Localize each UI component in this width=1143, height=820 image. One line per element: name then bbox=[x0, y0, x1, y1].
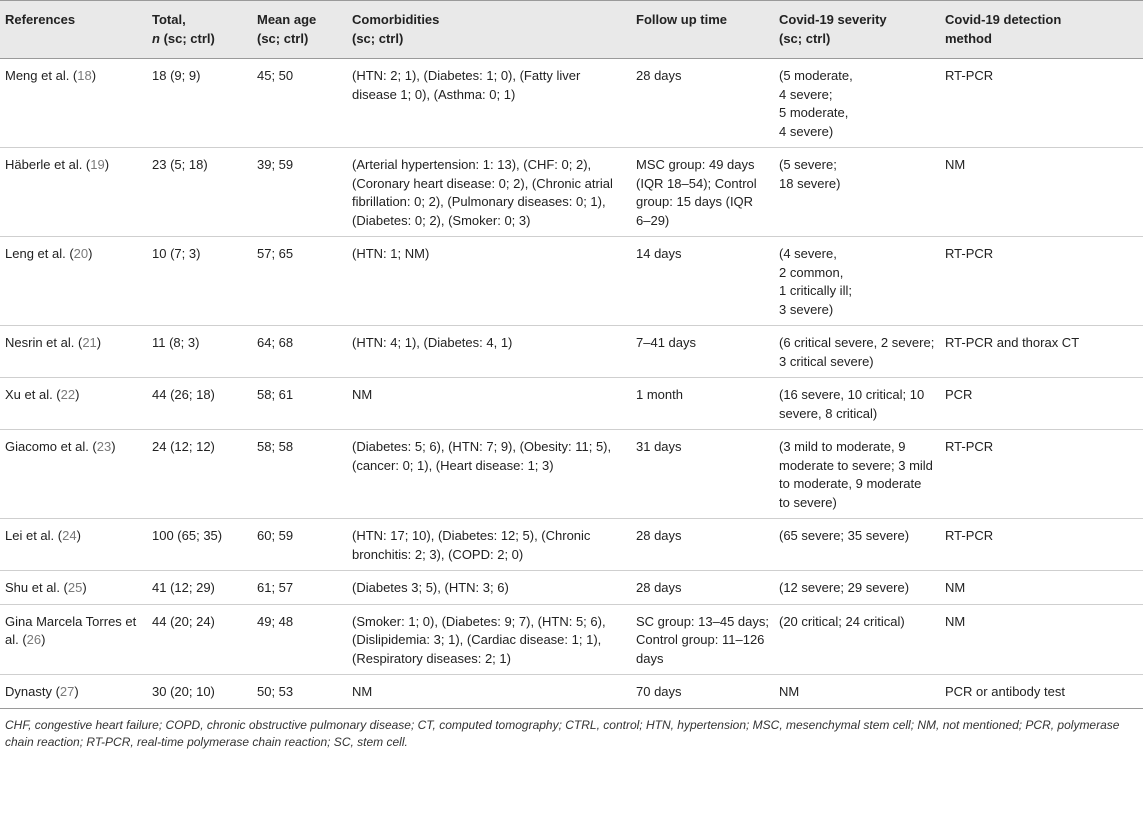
cell-comorbidities-text: (HTN: 2; 1), (Diabetes: 1; 0), (Fatty liver disease 1; 0), (Asthma: 0; 1) bbox=[352, 68, 581, 102]
cell-mean-age-text: 61; 57 bbox=[257, 580, 294, 595]
reference-author: Gina Marcela Torres et al. ( bbox=[5, 613, 137, 647]
header-comorbidities-line1: Comorbidities bbox=[352, 12, 440, 27]
reference-number-link[interactable]: 27 bbox=[59, 684, 75, 699]
cell-detection-method bbox=[939, 59, 1143, 148]
cell-follow-up bbox=[630, 326, 773, 378]
cell-mean-age-text: 50; 53 bbox=[257, 684, 294, 699]
cell-detection-method bbox=[939, 148, 1143, 237]
cell-total-text: 24 (12; 12) bbox=[152, 439, 215, 454]
reference-number-link[interactable]: 24 bbox=[62, 528, 77, 543]
reference-author: Meng et al. ( bbox=[5, 68, 78, 83]
cell-follow-up bbox=[630, 604, 773, 675]
cell-severity bbox=[773, 430, 939, 519]
reference-close-paren: ) bbox=[74, 684, 79, 699]
table-row bbox=[0, 675, 1143, 709]
cell-follow-up-text: 70 days bbox=[636, 684, 682, 699]
cell-detection-method-text: PCR bbox=[945, 387, 973, 402]
cell-comorbidities bbox=[346, 237, 630, 326]
cell-severity bbox=[773, 59, 939, 148]
header-mean-age bbox=[251, 1, 346, 59]
cell-detection-method-text: NM bbox=[945, 580, 966, 595]
cell-comorbidities bbox=[346, 326, 630, 378]
reference-close-paren: ) bbox=[41, 632, 46, 647]
cell-severity-text: (4 severe, 2 common, 1 critically ill; 3 severe) bbox=[779, 246, 852, 317]
cell-comorbidities-text: (Arterial hypertension: 1: 13), (CHF: 0; 2), (Coronary heart disease: 0; 2), (Chronic atrial fibrillation: 0; 2), (Pulmonary diseases: 0; 1), (Diabetes: 0; 2), (Smoker: 0; 3) bbox=[352, 157, 613, 228]
cell-severity-text: (6 critical severe, 2 severe; 3 critical severe) bbox=[779, 335, 935, 369]
cell-follow-up bbox=[630, 571, 773, 605]
cell-reference bbox=[0, 326, 146, 378]
table-row bbox=[0, 571, 1143, 605]
cell-severity-text: (65 severe; 35 severe) bbox=[779, 528, 910, 543]
table-header bbox=[0, 1, 1143, 59]
cell-total bbox=[146, 148, 251, 237]
cell-mean-age bbox=[251, 519, 346, 571]
cell-detection-method bbox=[939, 571, 1143, 605]
cell-total-text: 44 (26; 18) bbox=[152, 387, 215, 402]
cell-mean-age-text: 45; 50 bbox=[257, 68, 294, 83]
cell-detection-method-text: RT-PCR bbox=[945, 439, 994, 454]
header-mean-age-line2: (sc; ctrl) bbox=[257, 30, 309, 46]
reference-number-link[interactable]: 19 bbox=[90, 157, 105, 172]
cell-severity bbox=[773, 326, 939, 378]
cell-follow-up bbox=[630, 148, 773, 237]
cell-total bbox=[146, 430, 251, 519]
table-row bbox=[0, 59, 1143, 148]
cell-detection-method-text: RT-PCR bbox=[945, 246, 994, 261]
header-total bbox=[146, 1, 251, 59]
cell-total bbox=[146, 326, 251, 378]
cell-severity-text: (20 critical; 24 critical) bbox=[779, 613, 905, 629]
reference-number-link[interactable]: 26 bbox=[26, 632, 42, 647]
cell-total-text: 11 (8; 3) bbox=[152, 335, 200, 350]
cell-severity bbox=[773, 378, 939, 430]
reference-close-paren: ) bbox=[96, 335, 102, 350]
cell-mean-age bbox=[251, 59, 346, 148]
cell-reference bbox=[0, 378, 146, 430]
cell-reference bbox=[0, 604, 146, 675]
cell-total bbox=[146, 675, 251, 709]
cell-comorbidities-text: (Smoker: 1; 0), (Diabetes: 9; 7), (HTN: 5; 6), (Dislipidemia: 3; 1), (Cardiac disease: 1; 1), (Respiratory diseases: 2; 1) bbox=[352, 613, 606, 666]
cell-severity bbox=[773, 148, 939, 237]
reference-number-link[interactable]: 23 bbox=[96, 439, 112, 454]
cell-detection-method bbox=[939, 604, 1143, 675]
reference-close-paren: ) bbox=[88, 246, 93, 261]
cell-mean-age bbox=[251, 430, 346, 519]
cell-detection-method bbox=[939, 430, 1143, 519]
cell-total bbox=[146, 59, 251, 148]
cell-severity-text: (16 severe, 10 critical; 10 severe, 8 critical) bbox=[779, 387, 925, 421]
cell-detection-method-text: RT-PCR bbox=[945, 68, 994, 83]
cell-severity-text: (12 severe; 29 severe) bbox=[779, 580, 910, 595]
cell-total-text: 100 (65; 35) bbox=[152, 528, 223, 543]
cell-comorbidities-text: NM bbox=[352, 387, 373, 402]
header-total-line1: Total, bbox=[152, 12, 186, 27]
cell-follow-up bbox=[630, 519, 773, 571]
table-row bbox=[0, 519, 1143, 571]
cell-follow-up-text: 28 days bbox=[636, 528, 682, 543]
cell-follow-up bbox=[630, 430, 773, 519]
header-follow-up bbox=[630, 1, 773, 59]
cell-total-text: 10 (7; 3) bbox=[152, 246, 201, 261]
cell-reference bbox=[0, 430, 146, 519]
cell-reference bbox=[0, 148, 146, 237]
reference-number-link[interactable]: 18 bbox=[77, 68, 92, 83]
cell-total-text: 41 (12; 29) bbox=[152, 580, 215, 595]
header-detection bbox=[939, 1, 1143, 59]
reference-close-paren: ) bbox=[91, 68, 97, 83]
cell-follow-up bbox=[630, 378, 773, 430]
cell-mean-age bbox=[251, 237, 346, 326]
table-row bbox=[0, 378, 1143, 430]
cell-comorbidities-text: NM bbox=[352, 684, 373, 699]
cell-detection-method bbox=[939, 237, 1143, 326]
reference-close-paren: ) bbox=[76, 528, 81, 543]
header-follow-up-label: Follow up time bbox=[636, 12, 727, 27]
reference-author: Giacomo et al. ( bbox=[5, 439, 97, 454]
cell-follow-up-text: MSC group: 49 days (IQR 18–54); Control group: 15 days (IQR 6–29) bbox=[636, 157, 757, 228]
cell-mean-age bbox=[251, 378, 346, 430]
cell-follow-up bbox=[630, 675, 773, 709]
cell-severity bbox=[773, 571, 939, 605]
header-references bbox=[0, 1, 146, 59]
reference-number-link[interactable]: 21 bbox=[82, 335, 97, 350]
reference-close-paren: ) bbox=[104, 157, 110, 172]
cell-reference bbox=[0, 675, 146, 709]
reference-close-paren: ) bbox=[82, 580, 87, 595]
cell-reference bbox=[0, 237, 146, 326]
cell-severity-text: (5 moderate, 4 severe; 5 moderate, 4 severe) bbox=[779, 68, 853, 139]
cell-mean-age bbox=[251, 675, 346, 709]
cell-detection-method-text: RT-PCR and thorax CT bbox=[945, 335, 1080, 350]
header-detection-line2: method bbox=[945, 30, 992, 46]
cell-comorbidities-text: (HTN: 4; 1), (Diabetes: 4, 1) bbox=[352, 335, 513, 350]
table-row bbox=[0, 148, 1143, 237]
cell-mean-age-text: 57; 65 bbox=[257, 246, 294, 261]
cell-detection-method-text: PCR or antibody test bbox=[945, 684, 1065, 699]
cell-comorbidities-text: (Diabetes 3; 5), (HTN: 3; 6) bbox=[352, 580, 509, 595]
cell-follow-up-text: 28 days bbox=[636, 580, 682, 595]
table-body bbox=[0, 59, 1143, 709]
cell-mean-age-text: 58; 61 bbox=[257, 387, 294, 402]
table-footnote: CHF, congestive heart failure; COPD, chronic obstructive pulmonary disease; CT, computed tomography; CTRL, control; HTN, hypertension; MSC, mesenchymal stem cell; NM, not mentioned; PCR, polymerase chain reaction; RT-PCR, real-time polymerase chain reaction; SC, stem cell. bbox=[5, 717, 1120, 749]
cell-reference bbox=[0, 571, 146, 605]
reference-author: Häberle et al. ( bbox=[5, 157, 91, 172]
cell-follow-up-text: SC group: 13–45 days; Control group: 11–126 days bbox=[636, 613, 769, 666]
cell-mean-age-text: 60; 59 bbox=[257, 528, 294, 543]
cell-severity-text: NM bbox=[779, 684, 800, 699]
cell-total bbox=[146, 378, 251, 430]
cell-follow-up-text: 31 days bbox=[636, 439, 682, 454]
cell-total bbox=[146, 604, 251, 675]
cell-comorbidities-text: (Diabetes: 5; 6), (HTN: 7; 9), (Obesity: 11; 5), (cancer: 0; 1), (Heart disease: 1; 3) bbox=[352, 439, 612, 473]
cell-comorbidities-text: (HTN: 1; NM) bbox=[352, 246, 430, 261]
cell-total bbox=[146, 571, 251, 605]
cell-mean-age-text: 39; 59 bbox=[257, 157, 294, 172]
reference-number-link[interactable]: 25 bbox=[67, 580, 83, 595]
table-row bbox=[0, 237, 1143, 326]
cell-severity-text: (5 severe; 18 severe) bbox=[779, 157, 841, 191]
cell-follow-up-text: 1 month bbox=[636, 387, 683, 402]
reference-close-paren: ) bbox=[75, 387, 80, 402]
cell-comorbidities bbox=[346, 378, 630, 430]
cell-detection-method bbox=[939, 675, 1143, 709]
reference-author: Nesrin et al. ( bbox=[5, 335, 83, 350]
cell-detection-method-text: NM bbox=[945, 157, 966, 172]
cell-follow-up-text: 14 days bbox=[636, 246, 682, 261]
header-references-label: References bbox=[5, 12, 76, 27]
header-total-line2: n (sc; ctrl) bbox=[152, 30, 215, 46]
cell-comorbidities bbox=[346, 59, 630, 148]
cell-severity-text: (3 mild to moderate, 9 moderate to severe; 3 mild to moderate, 9 moderate to severe) bbox=[779, 439, 933, 510]
header-mean-age-line1: Mean age bbox=[257, 12, 317, 27]
cell-detection-method bbox=[939, 378, 1143, 430]
header-comorbidities-line2: (sc; ctrl) bbox=[352, 30, 404, 46]
cell-severity bbox=[773, 237, 939, 326]
cell-total-text: 23 (5; 18) bbox=[152, 157, 208, 172]
cell-total bbox=[146, 519, 251, 571]
reference-author: Leng et al. ( bbox=[5, 246, 74, 261]
cell-severity bbox=[773, 675, 939, 709]
cell-reference bbox=[0, 59, 146, 148]
cell-detection-method bbox=[939, 519, 1143, 571]
header-comorbidities bbox=[346, 1, 630, 59]
cell-mean-age-text: 64; 68 bbox=[257, 335, 294, 350]
cell-follow-up-text: 28 days bbox=[636, 68, 682, 83]
reference-author: Shu et al. ( bbox=[5, 580, 68, 595]
cell-mean-age bbox=[251, 571, 346, 605]
cell-mean-age bbox=[251, 326, 346, 378]
cell-comorbidities bbox=[346, 675, 630, 709]
cell-mean-age-text: 58; 58 bbox=[257, 439, 294, 454]
cell-detection-method-text: NM bbox=[945, 613, 966, 629]
header-severity bbox=[773, 1, 939, 59]
cell-total bbox=[146, 237, 251, 326]
cell-detection-method bbox=[939, 326, 1143, 378]
cell-detection-method-text: RT-PCR bbox=[945, 528, 994, 543]
cell-follow-up-text: 7–41 days bbox=[636, 335, 696, 350]
cell-total-text: 44 (20; 24) bbox=[152, 613, 215, 629]
cell-mean-age bbox=[251, 148, 346, 237]
cell-follow-up bbox=[630, 59, 773, 148]
reference-author: Dynasty ( bbox=[5, 684, 60, 699]
cell-comorbidities-text: (HTN: 17; 10), (Diabetes: 12; 5), (Chronic bronchitis: 2; 3), (COPD: 2; 0) bbox=[352, 528, 591, 562]
cell-comorbidities bbox=[346, 148, 630, 237]
table-row bbox=[0, 326, 1143, 378]
cell-total-text: 30 (20; 10) bbox=[152, 684, 215, 699]
cell-comorbidities bbox=[346, 604, 630, 675]
table-row bbox=[0, 430, 1143, 519]
table-row bbox=[0, 604, 1143, 675]
cell-comorbidities bbox=[346, 519, 630, 571]
reference-number-link[interactable]: 22 bbox=[60, 387, 76, 402]
cell-follow-up bbox=[630, 237, 773, 326]
cell-reference bbox=[0, 519, 146, 571]
reference-author: Lei et al. ( bbox=[5, 528, 63, 543]
cell-comorbidities bbox=[346, 430, 630, 519]
cell-mean-age bbox=[251, 604, 346, 675]
header-severity-line2: (sc; ctrl) bbox=[779, 30, 831, 46]
cell-comorbidities bbox=[346, 571, 630, 605]
header-detection-line1: Covid-19 detection bbox=[945, 12, 1062, 27]
reference-number-link[interactable]: 20 bbox=[73, 246, 89, 261]
reference-close-paren: ) bbox=[111, 439, 116, 454]
cell-mean-age-text: 49; 48 bbox=[257, 613, 294, 629]
cell-severity bbox=[773, 519, 939, 571]
cell-severity bbox=[773, 604, 939, 675]
header-severity-line1: Covid-19 severity bbox=[779, 12, 887, 27]
cell-total-text: 18 (9; 9) bbox=[152, 68, 201, 83]
reference-author: Xu et al. ( bbox=[5, 387, 61, 402]
